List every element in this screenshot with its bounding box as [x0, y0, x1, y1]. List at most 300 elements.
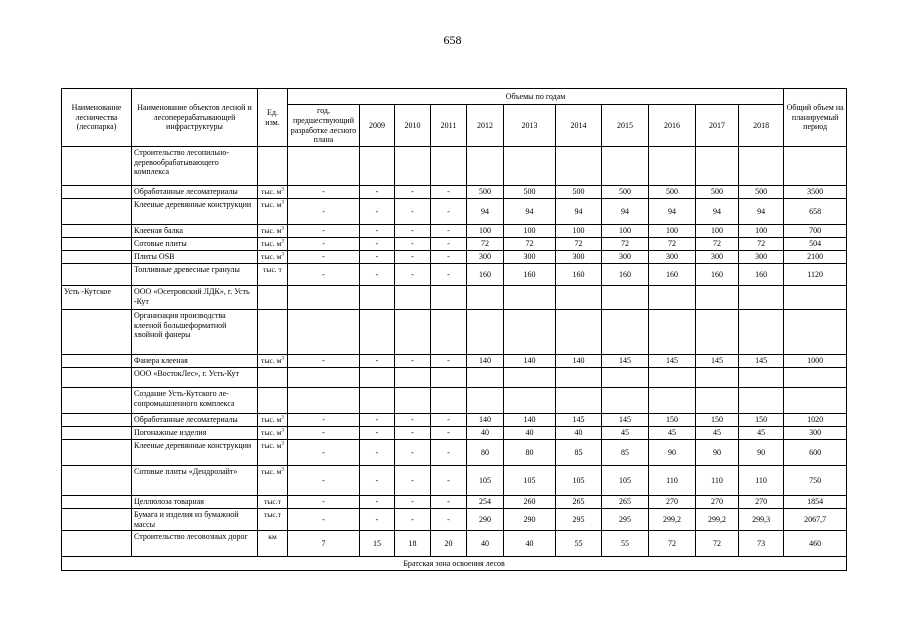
cell-object: Обработанные лесоматериалы: [132, 186, 258, 199]
cell-total: 600: [784, 440, 847, 466]
cell-value: [395, 310, 431, 355]
cell-object: Клееные деревянные конструкции: [132, 440, 258, 466]
cell-unit: [258, 147, 288, 186]
cell-value: 254: [467, 496, 504, 509]
cell-value: -: [360, 186, 395, 199]
cell-value: -: [395, 355, 431, 368]
cell-value: 500: [504, 186, 556, 199]
table-row: [62, 147, 847, 186]
cell-value: -: [431, 238, 467, 251]
cell-value: 20: [431, 531, 467, 557]
cell-value: 72: [649, 238, 696, 251]
cell-value: -: [360, 496, 395, 509]
cell-forestry: [62, 238, 132, 251]
cell-forestry: [62, 199, 132, 225]
cell-value: 160: [739, 264, 784, 286]
cell-total: [784, 286, 847, 310]
cell-value: [431, 388, 467, 414]
cell-unit: [258, 531, 288, 557]
cell-value: 140: [467, 355, 504, 368]
cell-value: 500: [739, 186, 784, 199]
cell-value: [467, 388, 504, 414]
cell-value: 110: [696, 466, 739, 496]
cell-total: 504: [784, 238, 847, 251]
cell-object: Клееные деревянные конструкции: [132, 199, 258, 225]
cell-value: [431, 368, 467, 388]
cell-value: -: [360, 509, 395, 531]
cell-value: [649, 286, 696, 310]
unit-superscript: 3: [281, 441, 284, 447]
cell-unit: [258, 186, 288, 199]
cell-value: 40: [556, 427, 602, 440]
cell-value: -: [431, 355, 467, 368]
cell-value: -: [288, 509, 360, 531]
cell-value: 299,2: [649, 509, 696, 531]
unit-text: тыс. м: [261, 252, 282, 261]
table-row: [62, 186, 847, 199]
cell-value: 150: [739, 414, 784, 427]
cell-value: 299,2: [696, 509, 739, 531]
cell-value: 160: [467, 264, 504, 286]
header-year: 2014: [556, 105, 602, 147]
cell-object: ООО «ВостокЛес», г. Усть-Кут: [132, 368, 258, 388]
cell-value: -: [431, 186, 467, 199]
cell-forestry: [62, 264, 132, 286]
cell-value: -: [395, 251, 431, 264]
cell-value: -: [360, 251, 395, 264]
cell-value: [602, 388, 649, 414]
cell-value: 160: [602, 264, 649, 286]
cell-value: -: [360, 225, 395, 238]
cell-unit: [258, 310, 288, 355]
cell-value: 160: [649, 264, 696, 286]
header-year: 2011: [431, 105, 467, 147]
cell-value: [739, 368, 784, 388]
cell-forestry: [62, 440, 132, 466]
cell-value: [288, 368, 360, 388]
cell-value: 105: [504, 466, 556, 496]
cell-value: 72: [602, 238, 649, 251]
cell-value: [467, 310, 504, 355]
cell-value: 100: [739, 225, 784, 238]
cell-value: 150: [696, 414, 739, 427]
cell-value: [739, 286, 784, 310]
cell-value: 40: [504, 531, 556, 557]
cell-value: 40: [467, 427, 504, 440]
cell-value: 72: [696, 238, 739, 251]
cell-value: [395, 368, 431, 388]
cell-value: [288, 147, 360, 186]
cell-value: [556, 147, 602, 186]
cell-unit: [258, 225, 288, 238]
cell-value: 45: [739, 427, 784, 440]
unit-text: тыс. м: [261, 200, 282, 209]
cell-value: 265: [556, 496, 602, 509]
table-header: [62, 89, 847, 147]
cell-value: [288, 286, 360, 310]
cell-object: Погонажные изделия: [132, 427, 258, 440]
cell-unit: [258, 251, 288, 264]
cell-object: Топливные древесные гранулы: [132, 264, 258, 286]
table-row: [62, 286, 847, 310]
cell-forestry: [62, 147, 132, 186]
cell-value: -: [431, 414, 467, 427]
cell-value: [649, 147, 696, 186]
cell-object: Фанера клееная: [132, 355, 258, 368]
cell-value: [696, 147, 739, 186]
cell-object: Строительство лесовозных дорог: [132, 531, 258, 557]
cell-value: -: [395, 225, 431, 238]
cell-value: 290: [504, 509, 556, 531]
cell-value: [504, 147, 556, 186]
cell-value: -: [360, 440, 395, 466]
table-row: [62, 264, 847, 286]
cell-value: -: [431, 264, 467, 286]
cell-value: 55: [602, 531, 649, 557]
cell-total: 2067,7: [784, 509, 847, 531]
unit-text: тыс. м: [261, 467, 282, 476]
cell-value: 40: [467, 531, 504, 557]
cell-value: 500: [602, 186, 649, 199]
cell-value: [556, 388, 602, 414]
zone-title: Братская зона освоения лесов: [62, 557, 847, 571]
cell-unit: [258, 368, 288, 388]
cell-value: 94: [739, 199, 784, 225]
unit-text: тыс.т: [264, 497, 281, 506]
cell-value: -: [431, 225, 467, 238]
cell-value: -: [395, 466, 431, 496]
unit-superscript: 3: [281, 239, 284, 245]
cell-value: 300: [696, 251, 739, 264]
cell-value: [696, 368, 739, 388]
cell-value: -: [288, 238, 360, 251]
cell-value: -: [395, 238, 431, 251]
cell-value: -: [431, 496, 467, 509]
cell-value: -: [288, 355, 360, 368]
cell-total: [784, 388, 847, 414]
cell-value: 72: [556, 238, 602, 251]
cell-total: [784, 368, 847, 388]
cell-value: 299,3: [739, 509, 784, 531]
cell-total: [784, 310, 847, 355]
header-object: Наименование объектов лесной и лесоперерабатывающей инфраструктуры: [132, 89, 258, 147]
cell-value: 260: [504, 496, 556, 509]
header-year: год, предшествующий разработке лесного плана: [288, 105, 360, 147]
cell-value: -: [395, 264, 431, 286]
cell-total: 2100: [784, 251, 847, 264]
table-row: [62, 440, 847, 466]
unit-text: тыс. м: [261, 415, 282, 424]
cell-value: 90: [739, 440, 784, 466]
cell-value: 45: [696, 427, 739, 440]
unit-superscript: 3: [281, 226, 284, 232]
cell-value: [504, 310, 556, 355]
cell-value: 72: [649, 531, 696, 557]
cell-value: 100: [649, 225, 696, 238]
cell-forestry: [62, 251, 132, 264]
unit-text: тыс.т: [264, 510, 281, 519]
cell-value: [467, 286, 504, 310]
header-volumes: Объемы по годам: [288, 89, 784, 105]
cell-value: [288, 388, 360, 414]
cell-value: 94: [696, 199, 739, 225]
cell-total: 300: [784, 427, 847, 440]
cell-value: -: [431, 251, 467, 264]
cell-value: [602, 286, 649, 310]
cell-value: [360, 147, 395, 186]
cell-object: Создание Усть-Кутского ле-сопромышленного комплекса: [132, 388, 258, 414]
cell-value: 150: [649, 414, 696, 427]
cell-value: -: [360, 355, 395, 368]
cell-value: -: [360, 199, 395, 225]
cell-value: -: [395, 414, 431, 427]
cell-object: Сотовые плиты «Дендролайт»: [132, 466, 258, 496]
cell-total: 1000: [784, 355, 847, 368]
cell-value: 94: [602, 199, 649, 225]
cell-value: -: [395, 427, 431, 440]
cell-forestry: [62, 186, 132, 199]
cell-value: 40: [504, 427, 556, 440]
table-row: [62, 466, 847, 496]
cell-value: 94: [467, 199, 504, 225]
cell-value: [739, 388, 784, 414]
unit-text: тыс. м: [261, 441, 282, 450]
cell-value: 270: [696, 496, 739, 509]
cell-value: 72: [696, 531, 739, 557]
cell-value: 295: [556, 509, 602, 531]
cell-value: 300: [739, 251, 784, 264]
cell-value: [360, 286, 395, 310]
cell-value: 45: [602, 427, 649, 440]
table-row: [62, 509, 847, 531]
cell-value: 85: [602, 440, 649, 466]
cell-value: 105: [467, 466, 504, 496]
cell-value: [431, 147, 467, 186]
cell-value: 270: [649, 496, 696, 509]
cell-value: [360, 310, 395, 355]
cell-value: 7: [288, 531, 360, 557]
cell-total: 700: [784, 225, 847, 238]
cell-value: [504, 388, 556, 414]
cell-object: Бумага и изделия из бумажной массы: [132, 509, 258, 531]
table-row: [62, 310, 847, 355]
cell-value: 94: [649, 199, 696, 225]
cell-forestry: [62, 368, 132, 388]
cell-value: [696, 286, 739, 310]
cell-value: 160: [504, 264, 556, 286]
cell-value: [556, 368, 602, 388]
cell-value: [739, 310, 784, 355]
cell-value: -: [431, 199, 467, 225]
cell-value: 140: [467, 414, 504, 427]
cell-value: 295: [602, 509, 649, 531]
table-row: [62, 427, 847, 440]
cell-value: 55: [556, 531, 602, 557]
unit-superscript: 3: [281, 187, 284, 193]
unit-superscript: 3: [281, 415, 284, 421]
cell-value: 265: [602, 496, 649, 509]
cell-value: 72: [467, 238, 504, 251]
cell-value: -: [395, 199, 431, 225]
cell-value: 85: [556, 440, 602, 466]
cell-value: [602, 147, 649, 186]
cell-value: -: [360, 414, 395, 427]
unit-text: тыс. м: [261, 187, 282, 196]
cell-value: 300: [649, 251, 696, 264]
cell-unit: [258, 466, 288, 496]
cell-value: -: [431, 509, 467, 531]
cell-value: -: [360, 427, 395, 440]
cell-value: -: [395, 496, 431, 509]
cell-total: 460: [784, 531, 847, 557]
cell-value: -: [288, 440, 360, 466]
cell-value: [602, 368, 649, 388]
cell-value: [649, 388, 696, 414]
header-year: 2010: [395, 105, 431, 147]
cell-value: 500: [556, 186, 602, 199]
cell-value: 100: [696, 225, 739, 238]
cell-value: -: [288, 199, 360, 225]
unit-text: тыс. м: [261, 226, 282, 235]
unit-superscript: 3: [281, 467, 284, 473]
cell-value: [696, 310, 739, 355]
cell-unit: [258, 440, 288, 466]
cell-value: 145: [602, 355, 649, 368]
cell-value: [431, 310, 467, 355]
cell-unit: [258, 238, 288, 251]
cell-value: 300: [504, 251, 556, 264]
volumes-table: [61, 88, 847, 571]
cell-forestry: [62, 388, 132, 414]
unit-text: тыс. м: [261, 239, 282, 248]
cell-forestry: [62, 225, 132, 238]
cell-unit: [258, 286, 288, 310]
cell-value: 90: [649, 440, 696, 466]
header-year: 2017: [696, 105, 739, 147]
cell-value: 145: [556, 414, 602, 427]
cell-forestry: [62, 310, 132, 355]
cell-value: -: [288, 251, 360, 264]
unit-text: тыс. м: [261, 428, 282, 437]
cell-unit: [258, 264, 288, 286]
cell-object: Плиты OSB: [132, 251, 258, 264]
cell-value: -: [431, 427, 467, 440]
header-year: 2013: [504, 105, 556, 147]
cell-value: 80: [467, 440, 504, 466]
cell-value: [467, 147, 504, 186]
table-row: [62, 199, 847, 225]
unit-text: тыс. т: [263, 265, 282, 274]
cell-value: -: [431, 440, 467, 466]
cell-value: 270: [739, 496, 784, 509]
cell-value: [649, 310, 696, 355]
cell-value: [556, 286, 602, 310]
cell-object: Целлюлоза товарная: [132, 496, 258, 509]
cell-value: [360, 368, 395, 388]
cell-forestry: [62, 496, 132, 509]
cell-object: Клееная балка: [132, 225, 258, 238]
cell-value: 140: [556, 355, 602, 368]
cell-value: 110: [739, 466, 784, 496]
cell-value: -: [360, 264, 395, 286]
cell-value: -: [288, 496, 360, 509]
cell-total: 3500: [784, 186, 847, 199]
unit-superscript: 3: [281, 200, 284, 206]
cell-value: 73: [739, 531, 784, 557]
cell-value: -: [395, 509, 431, 531]
zone-row: [62, 557, 847, 571]
cell-value: 18: [395, 531, 431, 557]
cell-unit: [258, 199, 288, 225]
table-row: [62, 238, 847, 251]
cell-value: [395, 388, 431, 414]
unit-text: тыс. м: [261, 356, 282, 365]
cell-value: 160: [556, 264, 602, 286]
cell-value: 94: [504, 199, 556, 225]
cell-unit: [258, 509, 288, 531]
header-total: Общий объем на планируемый период: [784, 89, 847, 147]
cell-value: 145: [602, 414, 649, 427]
cell-value: 500: [696, 186, 739, 199]
cell-value: -: [360, 238, 395, 251]
cell-value: [395, 147, 431, 186]
unit-superscript: 3: [281, 428, 284, 434]
header-year: 2016: [649, 105, 696, 147]
cell-value: 72: [504, 238, 556, 251]
cell-value: [504, 368, 556, 388]
cell-unit: [258, 427, 288, 440]
cell-value: -: [288, 414, 360, 427]
cell-unit: [258, 388, 288, 414]
cell-total: 1020: [784, 414, 847, 427]
cell-value: 105: [556, 466, 602, 496]
cell-value: 100: [467, 225, 504, 238]
cell-value: [556, 310, 602, 355]
cell-value: 90: [696, 440, 739, 466]
cell-value: [431, 286, 467, 310]
cell-forestry: [62, 466, 132, 496]
cell-unit: [258, 414, 288, 427]
table-row: [62, 368, 847, 388]
cell-value: [360, 388, 395, 414]
cell-value: 80: [504, 440, 556, 466]
cell-value: 45: [649, 427, 696, 440]
table-row: [62, 251, 847, 264]
cell-value: 100: [556, 225, 602, 238]
table-row: [62, 531, 847, 557]
cell-value: 110: [649, 466, 696, 496]
header-year: 2018: [739, 105, 784, 147]
header-year: 2012: [467, 105, 504, 147]
cell-value: 300: [602, 251, 649, 264]
cell-value: 140: [504, 414, 556, 427]
cell-value: 300: [556, 251, 602, 264]
cell-object: Обработанные лесоматериалы: [132, 414, 258, 427]
cell-value: -: [288, 427, 360, 440]
unit-text: км: [268, 532, 277, 541]
header-unit: Ед. изм.: [258, 89, 288, 147]
cell-value: [739, 147, 784, 186]
table-row: [62, 496, 847, 509]
cell-total: 1120: [784, 264, 847, 286]
cell-value: 15: [360, 531, 395, 557]
cell-object: ООО «Осетровский ЛДК», г. Усть -Кут: [132, 286, 258, 310]
cell-forestry: [62, 531, 132, 557]
table-row: [62, 225, 847, 238]
cell-object: Организация производства клееной большеформатной хвойной фанеры: [132, 310, 258, 355]
cell-value: -: [395, 186, 431, 199]
cell-forestry: [62, 427, 132, 440]
